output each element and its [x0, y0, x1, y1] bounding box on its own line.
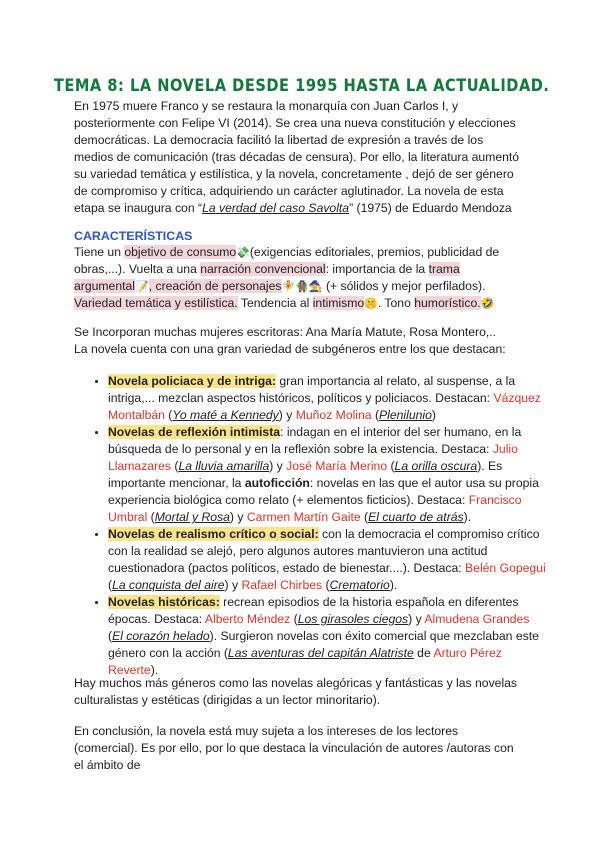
book-title: Las aventuras del capitán Alatriste — [227, 646, 414, 660]
book-title: Los girasoles ciegos — [297, 612, 409, 626]
book-title: La conquista del aire — [112, 578, 225, 592]
text: y — [282, 408, 296, 422]
text: y — [273, 459, 287, 473]
list-item: • Novelas de realismo crítico o social: con la democracia el compromiso crítico con la realidad se alejó, pero algunos autores mantuvieron una actitud cuestionadora (pactos políticos, estado de bienestar....). Destaca: Belén Gopegui (La conquista del aire) y Rafael Chirbes (Crematorio). — [108, 526, 546, 594]
laughing-icon: 🤣 — [480, 297, 495, 310]
text: (+ sólidos y mejor perfilados). — [322, 279, 486, 293]
highlight: intimismo — [312, 296, 365, 310]
text: : indagan en el interior del ser humano, en la búsqueda de lo personal y en la reflexión sobre la existencia. Destaca: — [108, 425, 522, 456]
book-title: La lluvia amarilla — [178, 459, 270, 473]
intro-paragraph — [74, 98, 524, 217]
text: . Tono — [377, 296, 415, 310]
memo-icon: 📝 — [134, 280, 149, 293]
section-heading: CARACTERÍSTICAS — [74, 229, 193, 243]
highlight: creación de personajes — [155, 279, 282, 293]
text: gran importancia al relato, al suspense, a la intriga,... mezclan aspectos históricos, políticos y policiacos. Destacan: — [108, 374, 516, 405]
characteristics-heading — [74, 228, 524, 245]
text: con la democracia el compromiso crítico con la realidad se alejó, pero algunos autores mantuvieron una actitud cuestionadora (pactos políticos, estado de bienestar....). Destaca: — [108, 527, 540, 575]
bold-term: autoficción — [244, 476, 310, 490]
list-item: • Novelas de reflexión intimista: indagan en el interior del ser humano, en la búsqueda de lo personal y en la reflexión sobre la existencia. Destaca: Julio Llamazares (La lluvia amarilla) y José María Merino (La orilla oscura). Es importante mencionar, la autoficción: novelas en las que el autor usa su propia experiencia biológica como relato (+ elementos ficticios). Destaca: Francisco Umbral (Mortal y Rosa) y Carmen Martín Gaite (El cuarto de atrás). — [108, 424, 546, 526]
text: y — [233, 510, 247, 524]
intro-text-end: ” (1975) de Eduardo Mendoza — [349, 201, 512, 215]
book-title: La verdad del caso Savolta — [202, 201, 350, 215]
text: recrean episodios de la historia española en diferentes épocas. Destaca: — [108, 595, 519, 626]
characters-icon: 🧚🧌🧙 — [281, 280, 323, 293]
text: (exigencias editoriales, premios, publicidad de obras,...). Vuelta a una — [74, 245, 500, 276]
book-title: Crematorio — [329, 578, 390, 592]
author: Vázquez Montalbán — [108, 391, 541, 422]
book-title: Plenilunio — [379, 408, 432, 422]
author: Alberto Méndez — [204, 612, 291, 626]
shush-icon: 🤫 — [364, 297, 378, 310]
book-title: El corazón helado — [112, 629, 210, 643]
author: Arturo Pérez Reverte — [108, 646, 502, 677]
book-title: El cuarto de atrás — [368, 510, 464, 524]
text: , — [148, 279, 156, 293]
author: José María Merino — [286, 459, 388, 473]
subgenres-intro: La novela cuenta con una gran variedad de subgéneros entre los que destacan: — [74, 342, 506, 356]
author: Rafael Chirbes — [241, 578, 323, 592]
author: Almudena Grandes — [424, 612, 530, 626]
text: Tiene un — [74, 245, 125, 259]
text: : novelas en las que el autor usa su propia experiencia biológica como relato (+ elementos ficticios). Destaca: — [108, 476, 539, 507]
author: Belén Gopegui — [465, 561, 546, 575]
highlight: narración convencional — [200, 262, 326, 276]
text: y — [412, 612, 425, 626]
author: Julio Llamazares — [108, 442, 518, 473]
highlight: objetivo de consumo — [124, 245, 237, 259]
more-genres-paragraph: Hay muchos más géneros como las novelas alegóricas y fantásticas y las novelas culturalistas y estéticas (dirigidas a un lector minoritario). — [74, 676, 518, 707]
women-line: Se Incorporan muchas mujeres escritoras: Ana María Matute, Rosa Montero,.. — [74, 325, 497, 339]
money-icon: 💸 — [236, 246, 250, 259]
list-item: • Novelas históricas: recrean episodios de la historia española en diferentes épocas. Destaca: Alberto Méndez (Los girasoles ciegos) y Almudena Grandes (El corazón helado). Surgieron novelas con éxito comercial que mezclaban este género con la acción (Las aventuras del capitán Alatriste de Arturo Pérez Reverte). — [108, 594, 546, 679]
author: Muñoz Molina — [295, 408, 372, 422]
text: y — [228, 578, 242, 592]
book-title: La orilla oscura — [394, 459, 478, 473]
subgenre-name: Novelas de reflexión intimista — [108, 425, 281, 439]
subgenres-list — [76, 373, 546, 679]
subgenre-name: Novela policiaca y de intriga: — [108, 374, 276, 388]
list-item: • Novela policiaca y de intriga: gran importancia al relato, al suspense, a la intriga,... mezclan aspectos históricos, políticos y policiacos. Destacan: Vázquez Montalbán (Yo maté a Kennedy) y Muñoz Molina (Plenilunio) — [108, 373, 546, 424]
text: . Es importante mencionar, la — [108, 459, 503, 490]
highlight: Variedad temática y estilística. — [74, 296, 238, 310]
text: Tendencia al — [237, 296, 313, 310]
text: . Surgieron novelas con éxito comercial que mezclaban este género con la acción ( — [108, 629, 539, 660]
author: Carmen Martín Gaite — [246, 510, 361, 524]
author: Francisco Umbral — [108, 493, 522, 524]
subgenre-name: Novelas de realismo crítico o social: — [108, 527, 319, 541]
subgenre-name: Novelas históricas: — [108, 595, 220, 609]
highlight: humorístico. — [414, 296, 481, 310]
intro-text: En 1975 muere Franco y se restaura la monarquía con Juan Carlos I, y posteriormente con Felipe VI (2014). Se crea una nueva constitución y elecciones democráticas. La democracia facilitó la libertad de expresión a través de los medios de comunicación (tras décadas de censura). Por ello, la literatura aumentó su variedad temática y estilística, y la novela, concretamente , dejó de ser género de compromiso y crítica, adquiriendo un carácter aglutinador. La novela de esta etapa se inaugura con “ — [74, 99, 520, 215]
conclusion-paragraph: En conclusión, la novela está muy sujeta a los intereses de los lectores (comercial). Es por ello, por lo que destaca la vinculación de autores /autoras con el ámbito de — [74, 724, 514, 772]
text: de — [413, 646, 434, 660]
highlight: trama argumental — [74, 262, 460, 293]
page-title: TEMA 8: LA NOVELA DESDE 1995 HASTA LA ACTUALIDAD. — [53, 76, 550, 96]
book-title: Mortal y Rosa — [154, 510, 230, 524]
characteristics-paragraph — [74, 244, 524, 312]
book-title: Yo maté a Kennedy — [172, 408, 279, 422]
text: : importancia de la — [325, 262, 429, 276]
women-paragraph — [74, 324, 524, 358]
